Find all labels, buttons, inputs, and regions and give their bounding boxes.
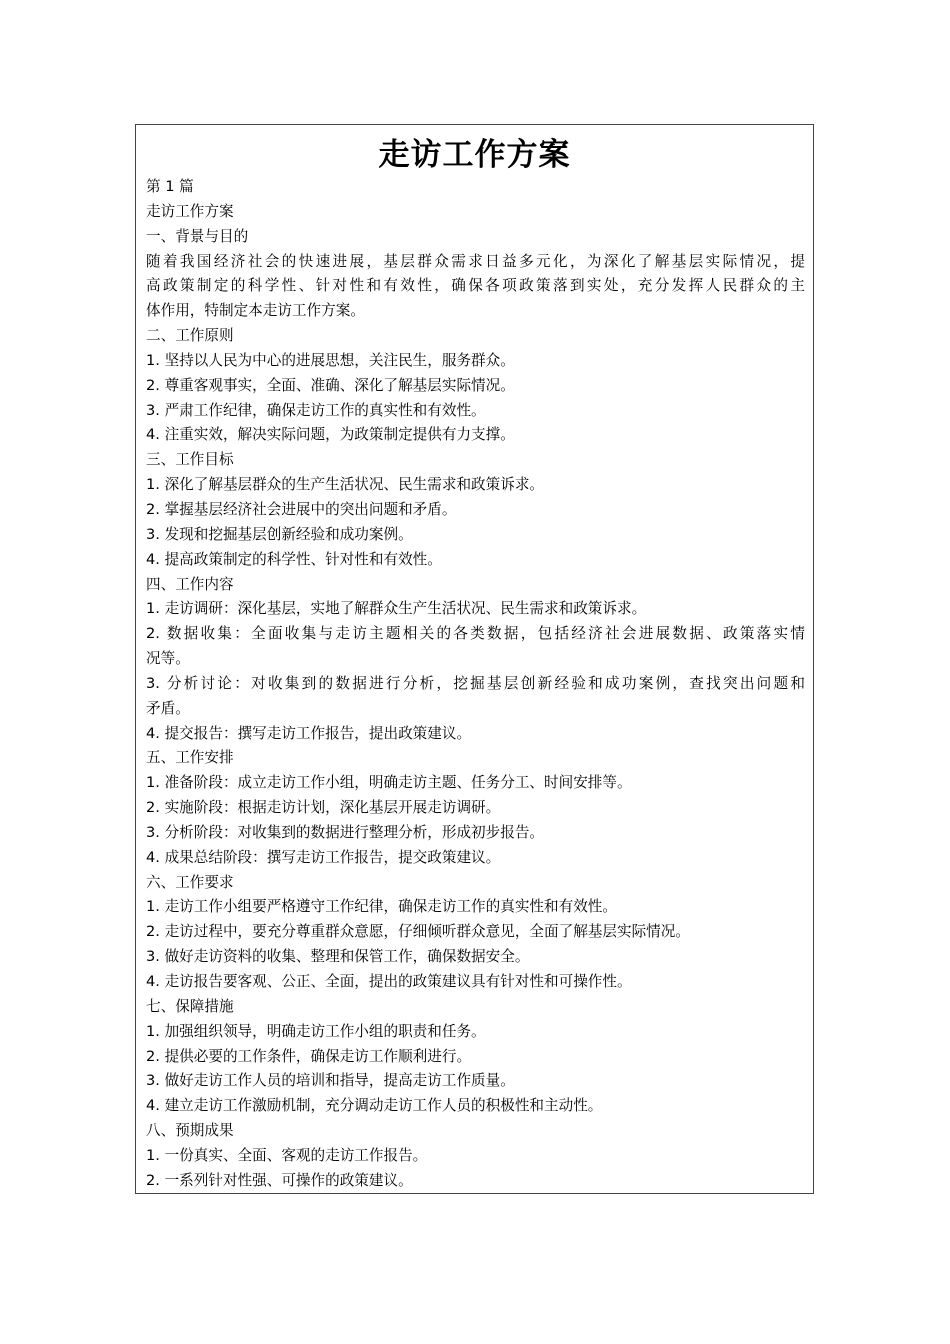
paragraph-line: 2. 尊重客观事实，全面、准确、深化了解基层实际情况。 xyxy=(146,376,515,394)
paragraph-line: 3. 做好走访工作人员的培训和指导，提高走访工作质量。 xyxy=(146,1072,515,1090)
paragraph-line: 2. 走访过程中，要充分尊重群众意愿，仔细倾听群众意见，全面了解基层实际情况。 xyxy=(146,923,690,941)
paragraph-line: 随着我国经济社会的快速进展，基层群众需求日益多元化，为深化了解基层实际情况，提 xyxy=(146,252,805,270)
paragraph-line: 4. 成果总结阶段：撰写走访工作报告，提交政策建议。 xyxy=(146,848,501,866)
paragraph-line: 2. 提供必要的工作条件，确保走访工作顺利进行。 xyxy=(146,1047,472,1065)
paragraph-line: 2. 掌握基层经济社会进展中的突出问题和矛盾。 xyxy=(146,500,457,518)
paragraph-line: 四、工作内容 xyxy=(146,575,234,593)
paragraph-line: 4. 提交报告：撰写走访工作报告，提出政策建议。 xyxy=(146,724,472,742)
paragraph-line: 3. 分析讨论：对收集到的数据进行分析，挖掘基层创新经验和成功案例，查找突出问题和 xyxy=(146,674,805,692)
paragraph-line: 2. 数据收集：全面收集与走访主题相关的各类数据，包括经济社会进展数据、政策落实情 xyxy=(146,625,805,643)
paragraph-line: 3. 分析阶段：对收集到的数据进行整理分析，形成初步报告。 xyxy=(146,823,545,841)
paragraph-line: 4. 提高政策制定的科学性、针对性和有效性。 xyxy=(146,550,442,568)
paragraph-line: 三、工作目标 xyxy=(146,451,234,469)
paragraph-line: 1. 深化了解基层群众的生产生活状况、民生需求和政策诉求。 xyxy=(146,476,545,494)
paragraph-line: 1. 坚持以人民为中心的进展思想，关注民生，服务群众。 xyxy=(146,351,515,369)
paragraph-line: 2. 一系列针对性强、可操作的政策建议。 xyxy=(146,1171,413,1189)
paragraph-line: 第 1 篇 xyxy=(146,178,194,195)
paragraph-line: 1. 走访调研：深化基层，实地了解群众生产生活状况、民生需求和政策诉求。 xyxy=(146,600,647,618)
paragraph-line: 1. 一份真实、全面、客观的走访工作报告。 xyxy=(146,1146,428,1164)
document-body xyxy=(146,175,805,1194)
paragraph-line: 体作用，特制定本走访工作方案。 xyxy=(146,302,365,320)
paragraph-line: 矛盾。 xyxy=(146,699,190,717)
paragraph-line: 高政策制定的科学性、针对性和有效性，确保各项政策落到实处，充分发挥人民群众的主 xyxy=(146,277,805,295)
paragraph-line: 3. 严肃工作纪律，确保走访工作的真实性和有效性。 xyxy=(146,401,486,419)
document-page xyxy=(135,124,814,1194)
paragraph-line: 3. 发现和挖掘基层创新经验和成功案例。 xyxy=(146,525,413,543)
paragraph-line: 1. 准备阶段：成立走访工作小组，明确走访主题、任务分工、时间安排等。 xyxy=(146,774,632,792)
paragraph-line: 4. 走访报告要客观、公正、全面，提出的政策建议具有针对性和可操作性。 xyxy=(146,973,632,990)
paragraph-line: 3. 做好走访资料的收集、整理和保管工作，确保数据安全。 xyxy=(146,948,530,966)
paragraph-line: 一、背景与目的 xyxy=(146,227,249,245)
paragraph-line: 走访工作方案 xyxy=(146,202,234,220)
document-title: 走访工作方案 xyxy=(378,137,571,173)
paragraph-line: 况等。 xyxy=(146,650,190,668)
paragraph-line: 五、工作安排 xyxy=(146,749,234,767)
paragraph-line: 4. 建立走访工作激励机制，充分调动走访工作人员的积极性和主动性。 xyxy=(146,1097,603,1115)
paragraph-line: 4. 注重实效，解决实际问题，为政策制定提供有力支撑。 xyxy=(146,426,515,444)
paragraph-line: 1. 加强组织领导，明确走访工作小组的职责和任务。 xyxy=(146,1022,486,1040)
paragraph-line: 八、预期成果 xyxy=(146,1122,234,1140)
paragraph-line: 六、工作要求 xyxy=(146,873,234,891)
paragraph-line: 1. 走访工作小组要严格遵守工作纪律，确保走访工作的真实性和有效性。 xyxy=(146,898,617,916)
paragraph-line: 二、工作原则 xyxy=(146,327,234,345)
paragraph-line: 七、保障措施 xyxy=(146,997,234,1015)
paragraph-line: 2. 实施阶段：根据走访计划，深化基层开展走访调研。 xyxy=(146,799,501,817)
